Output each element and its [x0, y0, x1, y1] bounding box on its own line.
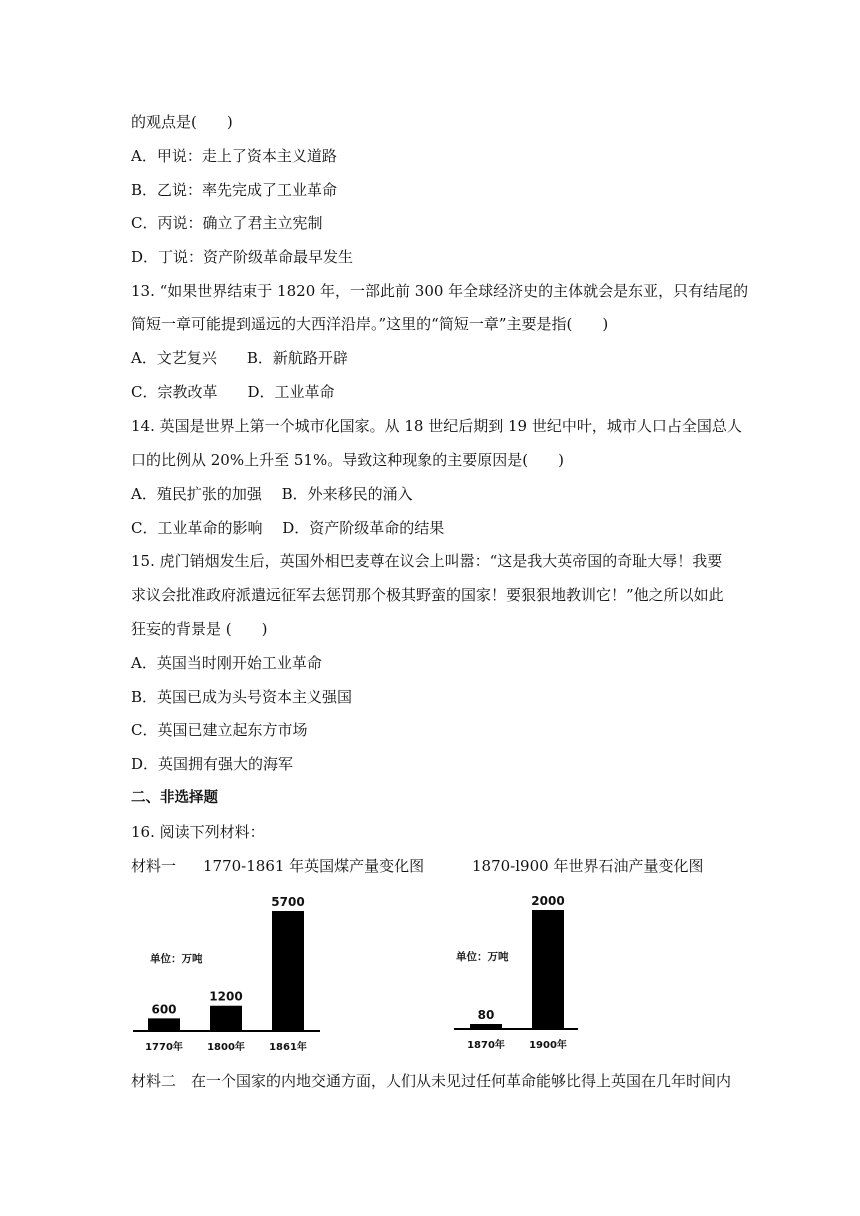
data-label-1870年: 80: [477, 1008, 495, 1022]
question-15-option-b: B．英国已成为头号资本主义强国: [131, 688, 353, 706]
question-15-line-3: 狂妄的背景是 ( ): [131, 620, 268, 638]
material-1-label: 材料一: [131, 857, 177, 875]
material-2-line: 材料二 在一个国家的内地交通方面，人们从未见过任何革命能够比得上英国在几年时间内: [131, 1072, 732, 1090]
option-d: D．丁说：资产阶级革命最早发生: [131, 248, 354, 266]
question-12-stem-end: 的观点是( ): [131, 113, 233, 131]
question-13-line-2: 简短一章可能提到遥远的大西洋沿岸。”这里的“简短一章”主要是指( ): [131, 315, 609, 333]
chart-1-title: 1770-1861 年英国煤产量变化图: [203, 857, 425, 875]
oil-production-chart-svg: [452, 890, 587, 1060]
option-c: C．丙说：确立了君主立宪制: [131, 214, 323, 232]
data-label-1800年: 1200: [209, 989, 243, 1004]
bar-1770年: [148, 1018, 180, 1031]
question-13-line-1: 13. “如果世界结束于 1820 年，一部此前 300 年全球经济史的主体就会是东亚，只有结尾的: [131, 282, 749, 300]
question-14-options-cd: C．工业革命的影响 D．资产阶级革命的结果: [131, 519, 445, 537]
bar-1861年: [272, 911, 304, 1031]
bar-1900年: [532, 910, 564, 1029]
option-b: B．乙说：率先完成了工业革命: [131, 181, 338, 199]
data-label-1770年: 600: [151, 1002, 177, 1017]
question-15-option-d: D．英国拥有强大的海军: [131, 755, 294, 773]
oil-production-chart: [452, 890, 587, 1060]
bar-1800年: [210, 1006, 242, 1031]
question-14-line-2: 口的比例从 20%上升至 51%。导致这种现象的主要原因是( ): [131, 451, 564, 469]
data-label-1861年: 5700: [271, 895, 305, 909]
tick-label-1900年: 1900年: [529, 1040, 567, 1051]
question-15-line-1: 15. 虎门销烟发生后，英国外相巴麦尊在议会上叫嚣：“这是我大英帝国的奇耻大辱！我要: [131, 552, 723, 570]
tick-label-1770年: 1770年: [145, 1042, 183, 1053]
bar-1870年: [470, 1024, 502, 1029]
question-15-option-c: C．英国已建立起东方市场: [131, 721, 308, 739]
question-15-line-2: 求议会批准政府派遣远征军去惩罚那个极其野蛮的国家！要狠狠地教训它！”他之所以如此: [131, 586, 724, 604]
question-14-options-ab: A．殖民扩张的加强 B．外来移民的涌入: [131, 485, 413, 503]
coal-production-chart-svg: [130, 890, 330, 1060]
question-13-options-ab: A．文艺复兴 B．新航路开辟: [131, 349, 348, 367]
chart-2-title: 1870-l900 年世界石油产量变化图: [472, 857, 704, 875]
question-15-option-a: A．英国当时刚开始工业革命: [131, 654, 322, 672]
unit-label: 单位：万吨: [150, 953, 203, 965]
section-heading: 二、非选择题: [131, 790, 218, 806]
data-label-1900年: 2000: [531, 894, 565, 908]
tick-label-1800年: 1800年: [207, 1042, 245, 1053]
tick-label-1861年: 1861年: [269, 1042, 307, 1053]
question-16-intro: 16. 阅读下列材料：: [131, 823, 265, 841]
coal-production-chart: [130, 890, 330, 1060]
unit-label: 单位：万吨: [456, 951, 509, 963]
option-a: A．甲说：走上了资本主义道路: [131, 147, 337, 165]
question-13-options-cd: C．宗教改革 D．工业革命: [131, 383, 335, 401]
question-14-line-1: 14. 英国是世界上第一个城市化国家。从 18 世纪后期到 19 世纪中叶，城市人口占全国总人: [131, 417, 742, 435]
tick-label-1870年: 1870年: [467, 1040, 505, 1051]
